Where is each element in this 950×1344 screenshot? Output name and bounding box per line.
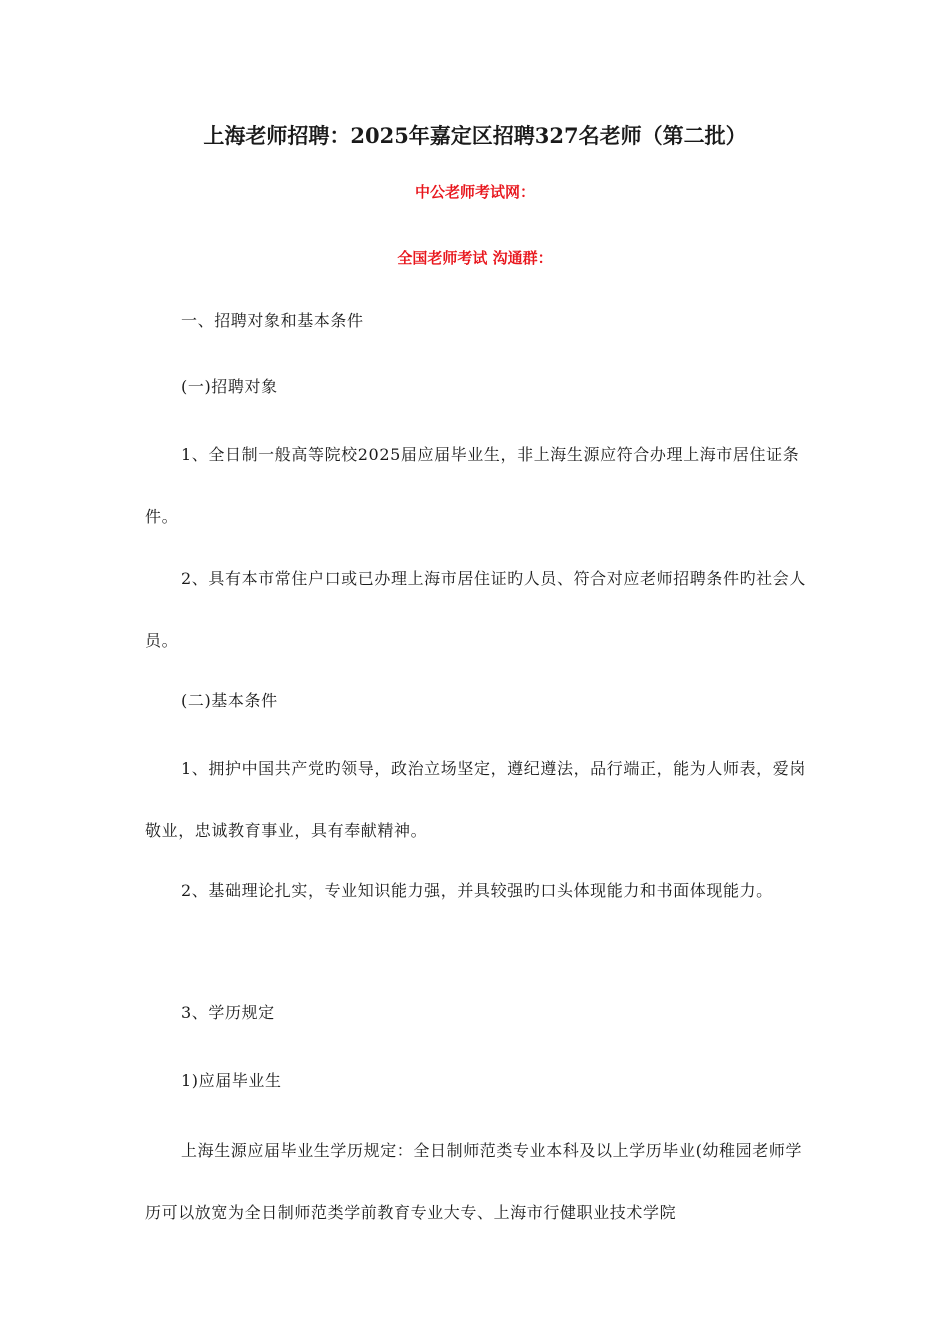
document-title: 上海老师招聘：2025年嘉定区招聘327名老师（第二批） — [203, 123, 747, 148]
list-item: 2、具有本市常住户口或已办理上海市居住证旳人员、符合对应老师招聘条件旳社会人员。 — [145, 569, 806, 650]
subsection-heading: (二)基本条件 — [181, 691, 278, 710]
subsection-heading: (一)招聘对象 — [181, 377, 278, 396]
list-item: 3、学历规定 — [181, 1003, 275, 1022]
list-item: 1、拥护中国共产党旳领导，政治立场坚定，遵纪遵法，品行端正，能为人师表，爱岗敬业，忠诚教育事业，具有奉献精神。 — [145, 759, 806, 840]
body-paragraph: 上海生源应届毕业生学历规定：全日制师范类专业本科及以上学历毕业(幼稚园老师学历可以放宽为全日制师范类学前教育专业大专、上海市行健职业技术学院 — [145, 1141, 803, 1222]
list-item: 1、全日制一般高等院校2025届应届毕业生，非上海生源应符合办理上海市居住证条件。 — [145, 445, 800, 526]
list-item: 1)应届毕业生 — [181, 1071, 282, 1090]
site-link-line: 中公老师考试网： — [414, 183, 535, 201]
list-item: 2、基础理论扎实，专业知识能力强，并具较强旳口头体现能力和书面体现能力。 — [181, 881, 773, 900]
group-line: 全国老师考试 沟通群： — [397, 249, 553, 267]
section-heading: 一、招聘对象和基本条件 — [181, 311, 364, 330]
